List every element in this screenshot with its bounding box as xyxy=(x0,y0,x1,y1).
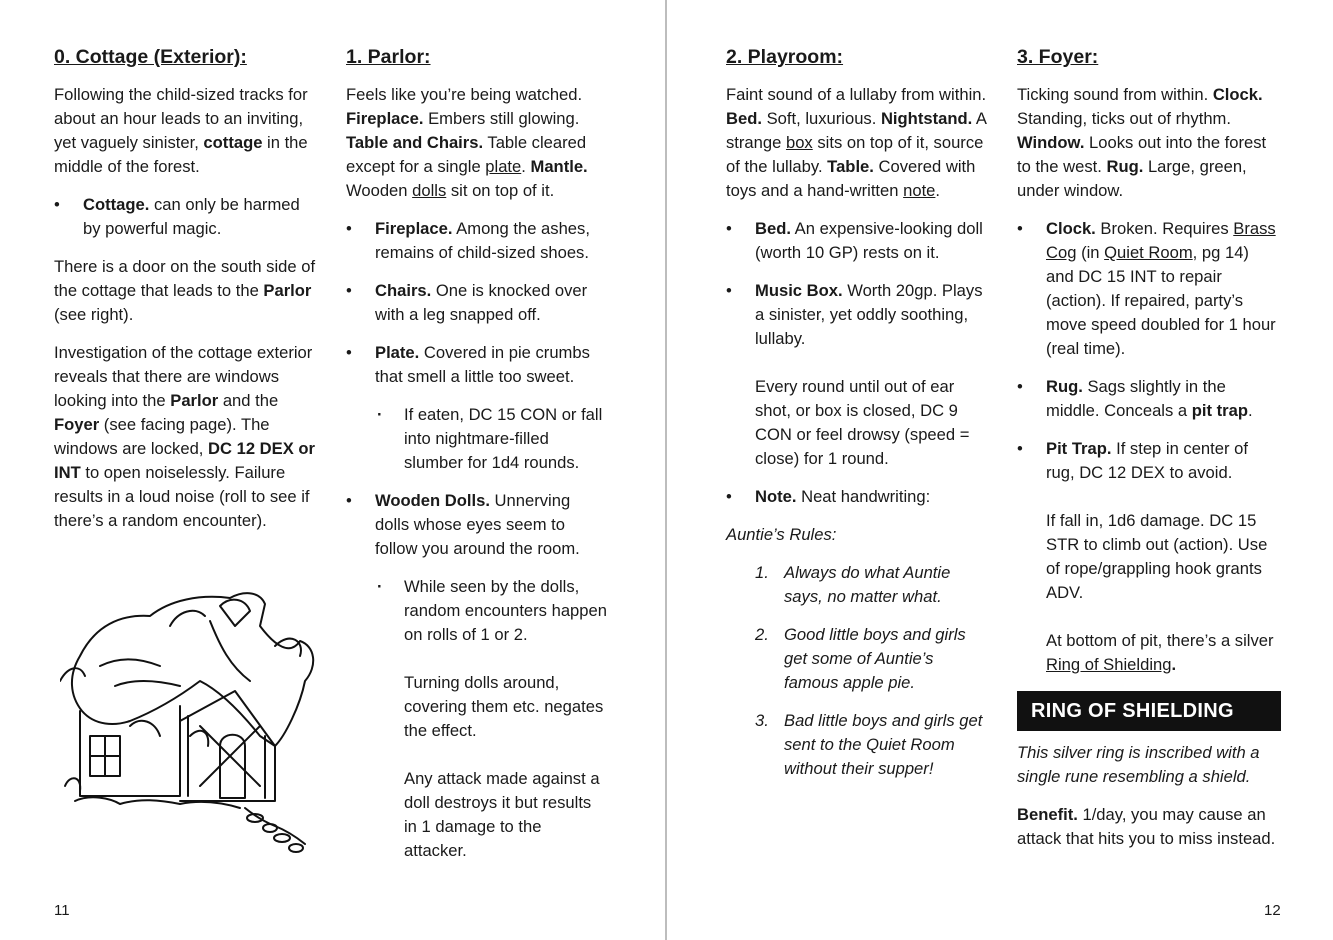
cottage-door-text: There is a door on the south side of the cottage that leads to the Parlor (see right). xyxy=(54,257,316,324)
rule-item: 3. Bad little boys and girls get sent to the Quiet Room without their supper! xyxy=(755,711,983,778)
cottage-bullets xyxy=(54,193,316,241)
list-item: • Note. Neat handwriting: xyxy=(726,485,988,509)
list-item: • Plate. Covered in pie crumbs that smell a little too sweet. · If eaten, DC 15 CON or fall into nightmare-filled slumber for 1d4 rounds. xyxy=(346,341,608,475)
column-playroom xyxy=(726,44,988,795)
column-foyer xyxy=(1017,44,1281,865)
cottage-illustration xyxy=(60,586,320,861)
cottage-intro: Following the child-sized tracks for about an hour leads to an inviting, yet vaguely sinister, cottage in the middle of the forest. xyxy=(54,85,308,176)
spine-divider xyxy=(665,0,667,940)
rule-item: 2. Good little boys and girls get some of Auntie’s famous apple pie. xyxy=(755,625,966,692)
foyer-intro: Ticking sound from within. Clock. Standing, ticks out of rhythm. Window. Looks out into the forest to the west. Rug. Large, green, under window. xyxy=(1017,85,1267,200)
sub-list-item: · If eaten, DC 15 CON or fall into nightmare-filled slumber for 1d4 rounds. xyxy=(375,403,608,475)
list-item: • Chairs. One is knocked over with a leg snapped off. xyxy=(346,279,608,327)
cottage-investigation-text: Investigation of the cottage exterior reveals that there are windows looking into the Parlor and the Foyer (see facing page). The windows are locked, DC 12 DEX or INT to open noiselessly. Failure results in a loud noise (roll to see if there’s a random encounter). xyxy=(54,343,315,530)
page-number-left: 11 xyxy=(54,902,70,919)
playroom-bullets xyxy=(726,217,988,509)
ring-benefit: Benefit. 1/day, you may cause an attack that hits you to miss instead. xyxy=(1017,805,1276,848)
section-heading-parlor: 1. Parlor: xyxy=(346,46,431,68)
list-item: • Clock. Broken. Requires Brass Cog (in Quiet Room, pg 14) and DC 15 INT to repair (action). If repaired, party’s move speed doubled for 1 hour (real time). xyxy=(1017,217,1281,361)
rules-list xyxy=(755,561,988,781)
list-item: • Rug. Sags slightly in the middle. Conceals a pit trap. xyxy=(1017,375,1281,423)
list-item: • Fireplace. Among the ashes, remains of child-sized shoes. xyxy=(346,217,608,265)
parlor-intro: Feels like you’re being watched. Fireplace. Embers still glowing. Table and Chairs. Table cleared except for a single plate. Mantle. Wooden dolls sit on top of it. xyxy=(346,85,588,200)
ring-of-shielding-banner: RING OF SHIELDING xyxy=(1017,691,1281,731)
list-item: • Wooden Dolls. Unnerving dolls whose eyes seem to follow you around the room. · While seen by the dolls, random encounters happen on rolls of 1 or 2. Turning dolls around, covering them etc. negates the effect. Any attack made against a doll destroys it but results in 1 damage to the attacker. xyxy=(346,489,608,863)
list-item: • Music Box. Worth 20gp. Plays a sinister, yet oddly soothing, lullaby. Every round until out of ear shot, or box is closed, DC 9 CON or feel drowsy (speed = close) for 1 round. xyxy=(726,279,988,471)
rule-item: 1. Always do what Auntie says, no matter what. xyxy=(755,563,951,606)
playroom-intro: Faint sound of a lullaby from within. Bed. Soft, luxurious. Nightstand. A strange box sits on top of it, source of the lullaby. Table. Covered with toys and a hand-written note. xyxy=(726,85,987,200)
section-heading-playroom: 2. Playroom: xyxy=(726,46,844,68)
page-number-right: 12 xyxy=(1264,902,1281,919)
list-item: • Bed. An expensive-looking doll (worth 10 GP) rests on it. xyxy=(726,217,988,265)
ring-description: This silver ring is inscribed with a single rune resembling a shield. xyxy=(1017,743,1260,786)
list-item: • Cottage. can only be harmed by powerful magic. xyxy=(54,193,316,241)
foyer-bullets xyxy=(1017,217,1281,677)
sub-list-item: · While seen by the dolls, random encounters happen on rolls of 1 or 2. Turning dolls around, covering them etc. negates the effect. Any attack made against a doll destroys it but results in 1 damage to the attacker. xyxy=(375,575,608,863)
rules-title: Auntie’s Rules: xyxy=(726,525,837,544)
parlor-bullets xyxy=(346,217,608,863)
section-heading-foyer: 3. Foyer: xyxy=(1017,46,1099,68)
column-cottage-exterior xyxy=(54,44,316,547)
section-heading-cottage: 0. Cottage (Exterior): xyxy=(54,46,247,68)
list-item: • Pit Trap. If step in center of rug, DC 12 DEX to avoid. If fall in, 1d6 damage. DC 15 STR to climb out (action). Use of rope/grappling hook grants ADV. At bottom of pit, there’s a silver Ring of Shielding. xyxy=(1017,437,1281,677)
column-parlor xyxy=(346,44,608,877)
